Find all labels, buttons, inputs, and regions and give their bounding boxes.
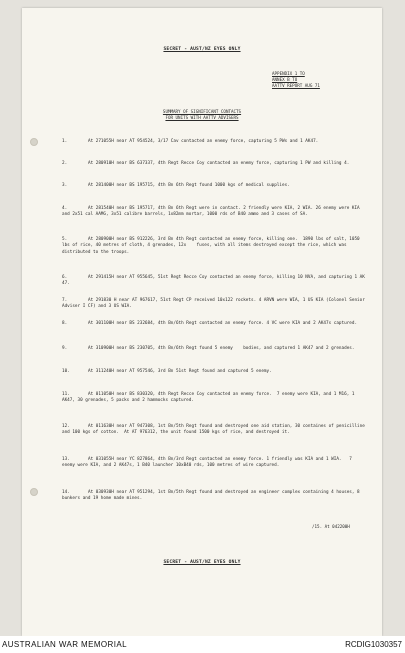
contact-item	[62, 457, 367, 470]
item-number: 10.	[62, 369, 70, 374]
contact-item	[62, 298, 367, 311]
appendix-line: APPENDIX 1 TO	[272, 71, 305, 76]
item-text: At 011050H near BS 830320, 4th Regt Recce Coy contacted an enemy force. 7 enemy were KIA, and 1 M16, 1 AK47, 30 grenades, 5 packs and 2 hammocks captured.	[62, 392, 358, 404]
item-number: 12.	[62, 424, 70, 429]
summary-subtitle: FOR UNITS WITH AATTV ADVISERS	[165, 115, 239, 120]
contact-item	[62, 139, 367, 145]
contact-item	[62, 392, 367, 405]
footer-classification: SECRET - AUST/NZ EYES ONLY	[163, 560, 241, 565]
item-number: 6.	[62, 275, 68, 280]
item-text: At 271055H near AT 954524, 3/17 Cav contacted an enemy force, capturing 5 PWs and 1 AK47.	[88, 139, 319, 144]
item-number: 4.	[62, 206, 68, 211]
archive-name: AUSTRALIAN WAR MEMORIAL	[2, 640, 127, 649]
item-text: At 280900H near BS 912226, 3rd Bn 4th Regt contacted an enemy force, killing one. 1890 lbs of salt, 1050 lbs of rice, 40 metres of cloth, 4 grenades, 12x fuses, with all items destroyed except the rice, which was distributed to the troops.	[62, 237, 363, 255]
contact-item	[62, 161, 367, 167]
contact-item	[62, 321, 367, 327]
item-text: At 280910H near BS 637337, 4th Regt Recce Coy contacted an enemy force, capturing 1 PW and killing 4.	[88, 161, 350, 166]
item-text: At 311240H near AT 957546, 3rd Bn 51st Regt found and captured 5 enemy.	[88, 369, 272, 374]
item-text: At 281400H near BS 195715, 4th Bn 6th Regt found 1000 kgs of medical supplies.	[88, 183, 290, 188]
item-number: 2.	[62, 161, 68, 166]
punch-hole	[30, 138, 38, 146]
appendix-reference	[272, 71, 372, 89]
contact-item	[62, 237, 367, 256]
summary-heading	[22, 109, 382, 121]
contact-item	[62, 424, 367, 437]
item-text: At 030930H near AT 951294, 1st Bn/5th Regt found and destroyed an engineer complex containing 4 houses, 8 bunkers and 19 home made mines.	[62, 490, 363, 502]
signature-line: /15. At 042200H	[312, 524, 350, 529]
item-text: At 291830 H near AT 967617, 51st Regt CP received 10x122 rockets. 4 ARVN were WIA, 1 US KIA (Colonel Senior Adviser I CF) and 3 US WIA.	[62, 298, 368, 310]
archive-reference: RCDIG1030357	[345, 640, 402, 649]
item-text: At 301100H near BS 232684, 4th Bn/6th Regt contacted an enemy force. 4 VC were KIA and 2 AK47s captured.	[88, 321, 358, 326]
item-number: 11.	[62, 392, 70, 397]
report-line: AATTV REPORT AUG 71	[272, 83, 320, 88]
contact-item	[62, 183, 367, 189]
item-number: 13.	[62, 457, 70, 462]
item-number: 7.	[62, 298, 68, 303]
contact-item	[62, 369, 367, 375]
contact-item	[62, 275, 367, 288]
header-classification: SECRET - AUST/NZ EYES ONLY	[163, 47, 241, 52]
document-page	[22, 8, 382, 636]
item-number: 1.	[62, 139, 68, 144]
item-number: 8.	[62, 321, 68, 326]
item-text: At 291415H near AT 955645, 51st Regt Recce Coy contacted an enemy force, killing 10 NVA, and capturing 1 AK 47.	[62, 275, 368, 287]
archive-footer-bar	[0, 636, 405, 653]
annex-line: ANNEX B TO	[272, 77, 298, 82]
item-text: At 011630H near AT 947308, 1st Bn/5th Regt found and destroyed one aid station, 30 containes of penicilline and 100 kgs of cotton. At AT 976312, the unit found 1500 kgs of rice, and destroyed it.	[62, 424, 368, 436]
item-number: 5.	[62, 237, 68, 242]
punch-hole	[30, 488, 38, 496]
item-number: 3.	[62, 183, 68, 188]
item-text: At 310900H near BS 230705, 4th Bn/6th Regt found 5 enemy bodies, and captured 1 AK47 and 2 grenades.	[88, 346, 355, 351]
contact-item	[62, 346, 367, 352]
item-number: 9.	[62, 346, 68, 351]
item-number: 14.	[62, 490, 70, 495]
item-text: At 031055H near YC 827864, 4th Bn/3rd Regt contacted an enemy force. 1 friendly was KIA and 1 WIA. 7 enemy were KIA, and 2 AK47s, 1 B40 launcher 10xB40 rds, 100 metres of wire captured.	[62, 457, 355, 469]
contact-item	[62, 206, 367, 219]
summary-title: SUMMARY OF SIGNIFICANT CONTACTS	[162, 109, 242, 114]
item-text: At 281540H near BS 195717, 4th Bn 6th Regt were in contact. 2 friendly were KIA, 2 WIA. 26 enemy were KIA and 2x51 cal AAMG, 3x51 calibre barrels, 1x82mm mortar, 1000 rds of B40 ammo and 3 cases of SA.	[62, 206, 363, 218]
contact-item	[62, 490, 367, 503]
